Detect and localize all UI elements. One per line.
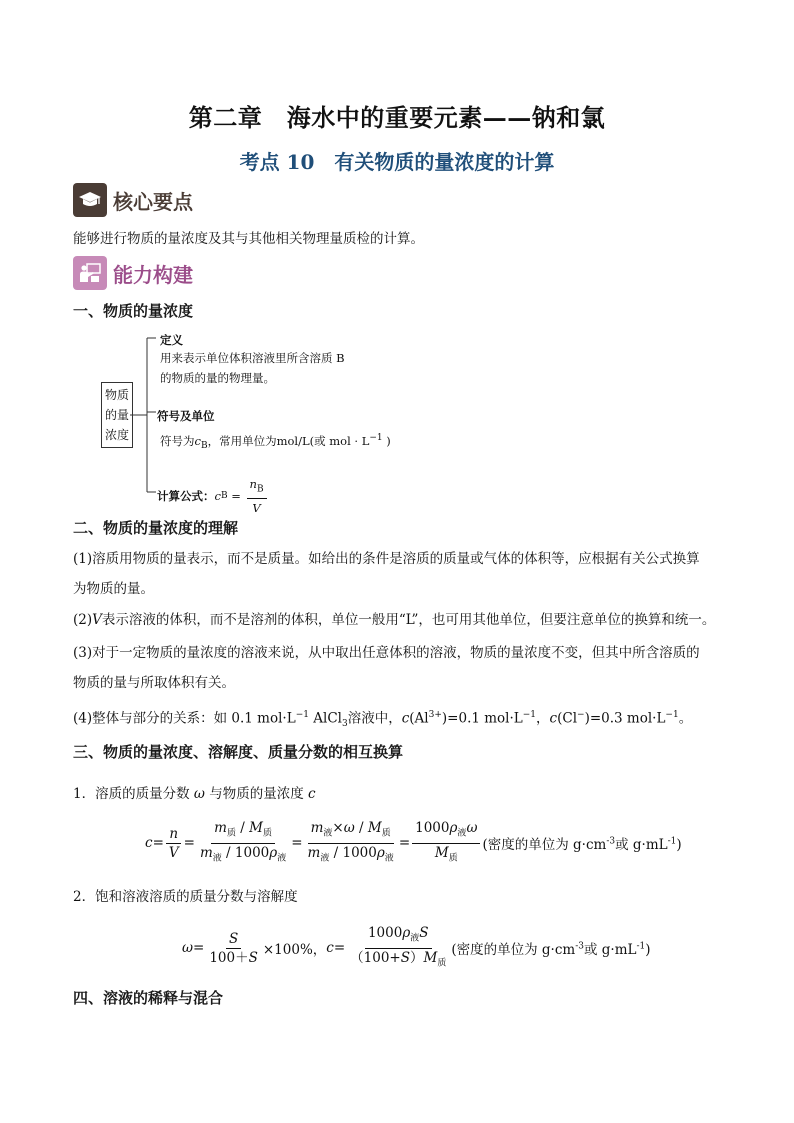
f1-sub: 质 (448, 853, 458, 864)
f2-note (451, 938, 650, 958)
p2-post: 表示溶液的体积，而不是溶剂的体积，单位一般用“L”，也可用其他单位，但要注意单位的换算和统一。 (101, 612, 716, 628)
formula-label: 计算公式： (157, 489, 215, 504)
p1-line1: (1)溶质用物质的量表示，而不是质量。如给出的条件是溶质的质量或气体的体积等，应根据有关公式换算 (73, 551, 700, 567)
note-sup: -3 (606, 836, 616, 847)
p4-sup: −1 (665, 710, 679, 720)
symbol-pre: 符号为 (160, 433, 195, 448)
p3-line1: (3)对于一定物质的量浓度的溶液来说，从中取出任意体积的溶液，物质的量浓度不变，但其中所含溶质的 (73, 645, 700, 661)
diagram-def-label: 定义 (160, 333, 183, 347)
diagram-symbol-label: 符号及单位 (157, 409, 215, 423)
symbol-post: ，常用单位为mol/L(或 mol · L (207, 433, 370, 448)
f2-c: c (326, 940, 334, 957)
f1-rho: ρ (269, 844, 278, 861)
p4-part: )=0.3 mol·L (584, 710, 666, 727)
f1-sub: 质 (226, 828, 236, 839)
note-part: (密度的单位为 g·cm (482, 837, 607, 854)
section3-title: 三、物质的量浓度、溶解度、质量分数的相互换算 (73, 743, 404, 761)
p4-part: (Al (409, 710, 429, 727)
p2-var: V (92, 612, 102, 628)
section2-p2 (73, 605, 723, 635)
f1-1000: 1000 (342, 844, 377, 861)
p4-part: ， (536, 710, 550, 727)
f1-frac-n-over-v (166, 826, 182, 861)
section2-p3 (73, 638, 723, 698)
f1-n: n (166, 826, 181, 844)
note-part: 或 g·mL (615, 837, 668, 854)
note-part: 或 g·mL (583, 942, 637, 959)
f1-1000: 1000 (234, 844, 270, 861)
f1-sub: 质 (262, 828, 272, 839)
f1-sub: 液 (457, 828, 467, 839)
f2-den1: 100＋ (209, 949, 249, 966)
section3-item1 (73, 784, 316, 804)
formula-lhs: c (214, 489, 221, 504)
f1-note (482, 833, 681, 853)
symbol-sup: −1 (369, 433, 383, 443)
f1-M: M (367, 820, 382, 836)
core-text: 能够进行物质的量浓度及其与其他相关物理量质检的计算。 (73, 231, 424, 247)
p4-part: (4)整体与部分的关系：如 0.1 mol·L (73, 710, 296, 727)
f2-omega: ω (182, 940, 194, 957)
box-line: 的量 (104, 408, 129, 422)
f1-eq: = (183, 835, 195, 852)
p4-part: AlCl (308, 710, 342, 727)
f1-eq: = (291, 835, 303, 852)
note-part: (密度的单位为 g·cm (451, 942, 576, 959)
diagram-def-line1: 用来表示单位体积溶液里所含溶质 B (160, 351, 345, 365)
f1-V: V (168, 844, 179, 861)
p4-part: 。 (678, 710, 693, 727)
f1-rho: ρ (449, 820, 458, 836)
formula-lhs-sub: B (220, 491, 228, 502)
chapter-title: 第二章 海水中的重要元素——钠和氯 (188, 103, 606, 132)
p4-part: (Cl (557, 710, 578, 727)
section2-p1 (73, 544, 723, 604)
note-sup: -1 (636, 941, 646, 952)
f1-omega: ω (343, 820, 355, 836)
p3-line2: 物质的量与所取体积有关。 (73, 675, 235, 691)
symbol-sub: B (200, 441, 208, 452)
core-heading (73, 183, 193, 217)
f2-eq: = (333, 940, 346, 957)
f2-frac-2 (347, 925, 449, 971)
f1-sub: 质 (381, 828, 391, 839)
concept-diagram (100, 332, 420, 516)
f1-sub: 液 (384, 853, 394, 864)
diagram-def-line2: 的物质的量的物理量。 (160, 371, 275, 385)
diagram-symbol-text (160, 429, 391, 456)
diagram-root-box (101, 382, 133, 448)
f1-frac-4 (412, 820, 480, 866)
f1-eq: = (152, 835, 164, 852)
f1-sub: 液 (212, 853, 222, 864)
f2-S: S (248, 949, 258, 966)
symbol-close: ) (382, 433, 391, 448)
ability-heading (73, 256, 193, 290)
f1-sub: 液 (277, 853, 287, 864)
f2-sub: 质 (437, 958, 447, 969)
f2-eq: = (193, 940, 205, 957)
item1-mid: 与物质的量浓度 (204, 786, 308, 802)
ability-heading-label: 能力构建 (113, 262, 193, 287)
f2-pct: ×100%， (262, 942, 327, 959)
frac-num: n (249, 477, 257, 491)
f1-m: m (310, 820, 324, 836)
frac-num-sub: B (256, 484, 264, 495)
p4-sup: 3+ (428, 710, 442, 720)
p4-sup: −1 (295, 710, 309, 720)
f2-1000: 1000 (367, 925, 403, 941)
formula-fraction (247, 476, 267, 516)
f1-frac-3 (305, 820, 397, 866)
f1-slash: / (221, 844, 235, 861)
teacher-board-icon (73, 256, 107, 290)
f1-slash: / (329, 844, 343, 861)
f2-frac-1 (206, 931, 261, 966)
f1-eq: = (398, 835, 411, 852)
section4-title: 四、溶液的稀释与混合 (73, 989, 224, 1007)
note-sup: -1 (667, 836, 677, 847)
p4-part: 溶液中， (347, 710, 402, 727)
f1-sub: 液 (320, 853, 330, 864)
formula-solubility (182, 925, 651, 971)
p4-var: c (401, 710, 410, 727)
section3-item2: 2．饱和溶液溶质的质量分数与溶解度 (73, 889, 298, 905)
f1-m: m (199, 844, 213, 861)
f1-omega: ω (466, 820, 478, 836)
note-part: ) (645, 942, 651, 959)
f2-S: S (419, 925, 429, 941)
f2-S: S (400, 949, 410, 966)
box-line: 物质 (104, 388, 129, 402)
f1-frac-2 (197, 820, 289, 866)
note-sup: -3 (575, 941, 584, 952)
formula-mass-fraction-to-concentration (145, 820, 682, 866)
f1-times: × (332, 820, 344, 836)
p1-line2: 为物质的量。 (73, 581, 154, 597)
f1-1000: 1000 (415, 820, 450, 836)
f2-rho: ρ (402, 925, 411, 941)
p4-sub: 3 (341, 719, 348, 730)
p4-sup: −1 (522, 710, 537, 720)
section2-p4 (73, 700, 723, 739)
topic-title: 考点 10 有关物质的量浓度的计算 (239, 150, 555, 174)
section1-title: 一、物质的量浓度 (73, 302, 194, 320)
f1-slash: / (236, 820, 250, 836)
p4-sup: − (577, 710, 585, 720)
f2-S: S (226, 931, 241, 949)
f1-M: M (249, 820, 263, 836)
item1-omega: ω (193, 786, 205, 802)
f1-c: c (145, 835, 153, 852)
diagram-formula (157, 476, 269, 516)
f2-M: M (423, 949, 438, 966)
box-line: 浓度 (104, 428, 129, 442)
f1-m: m (214, 820, 227, 836)
p4-part: )=0.1 mol·L (441, 710, 523, 727)
formula-eq: = (227, 489, 245, 504)
f1-rho: ρ (376, 844, 385, 861)
item1-c: c (308, 786, 316, 802)
item1-pre: 1．溶质的质量分数 (73, 786, 194, 802)
f1-sub: 液 (323, 828, 333, 839)
f1-M: M (434, 844, 449, 861)
f1-m: m (307, 844, 321, 861)
note-part: ) (676, 837, 682, 854)
core-heading-label: 核心要点 (113, 189, 193, 214)
f2-den2b: ） (410, 949, 424, 966)
graduation-cap-icon (73, 183, 107, 217)
frac-den: V (252, 501, 261, 516)
section2-title: 二、物质的量浓度的理解 (73, 519, 239, 537)
p4-var: c (549, 710, 558, 727)
f1-slash: / (354, 820, 368, 836)
f2-sub: 液 (410, 933, 420, 944)
symbol-var: c (194, 433, 201, 448)
f2-den2a: （100+ (350, 949, 401, 966)
p2-pre: (2) (73, 612, 93, 628)
